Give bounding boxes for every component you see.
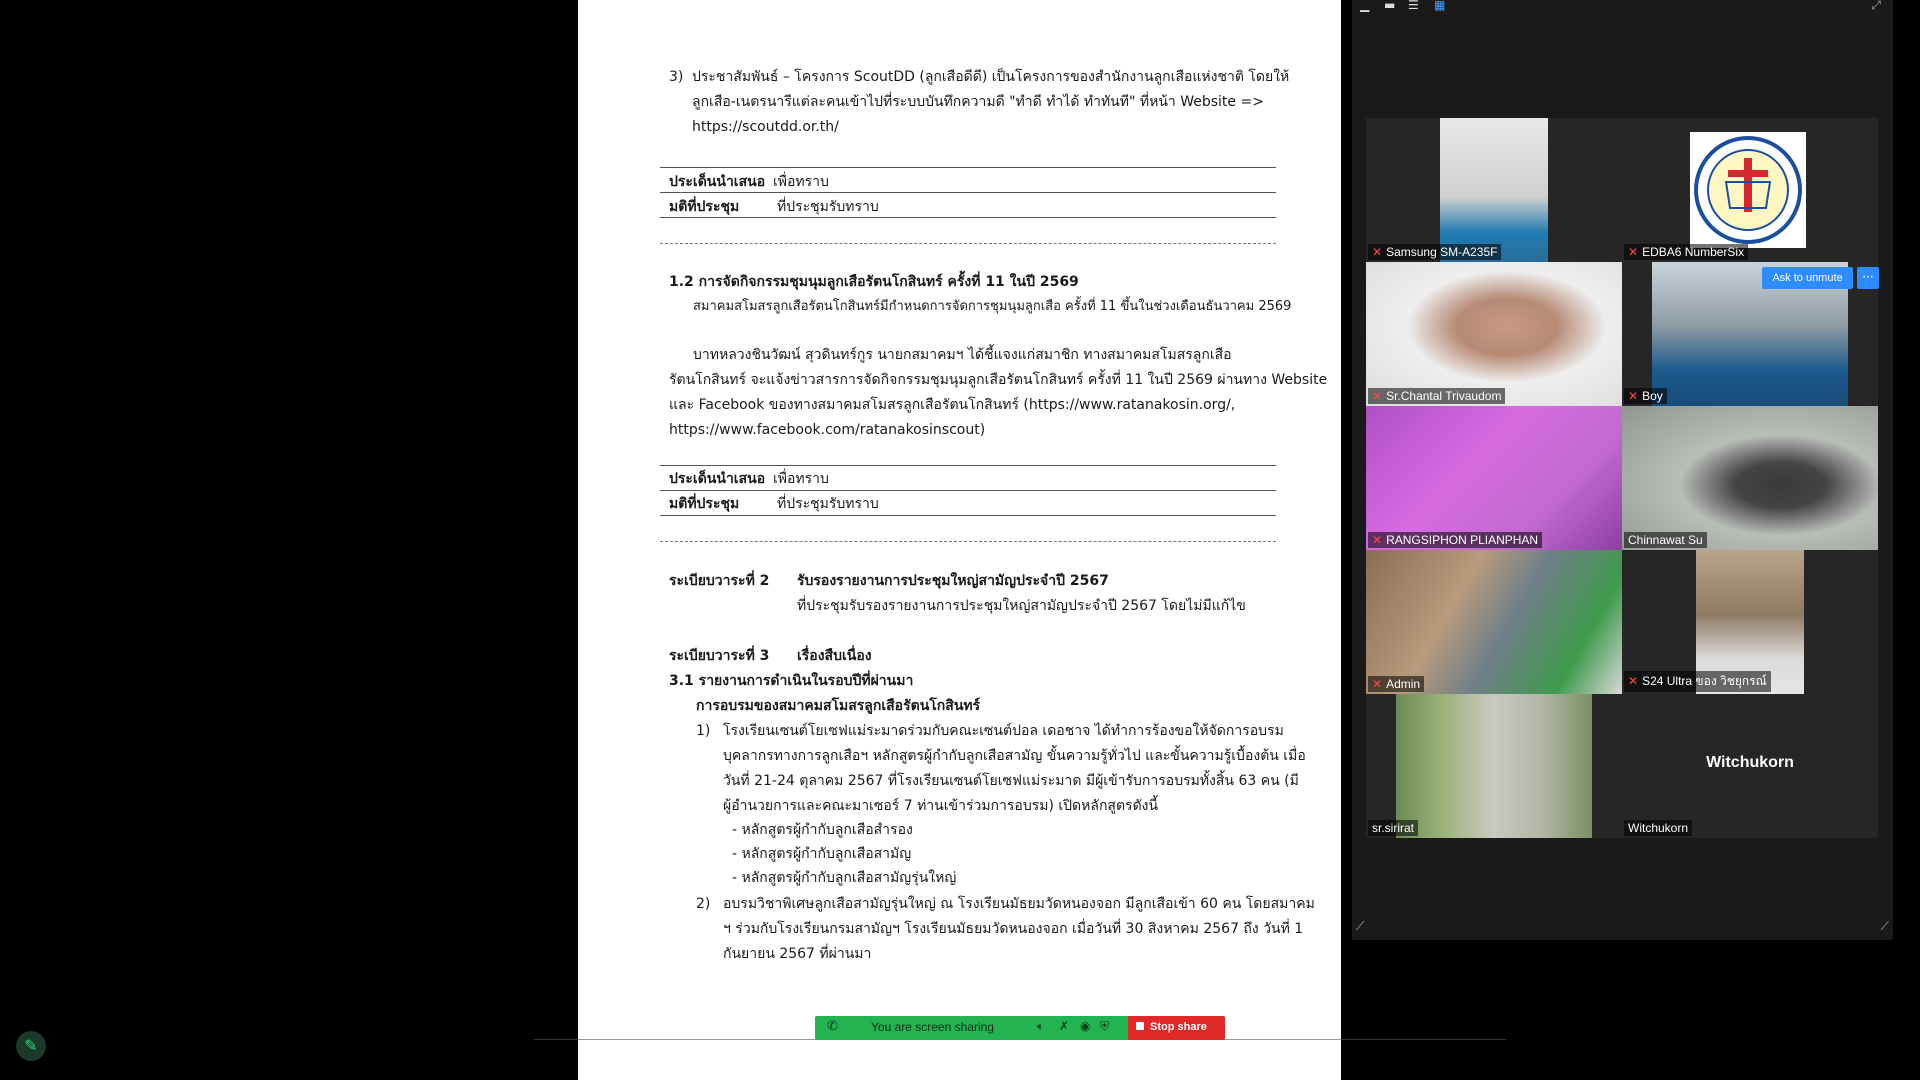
shared-document [578, 0, 1341, 1080]
participant-name: S24 Ultra ของ วิชยุกรณ์ [1642, 674, 1767, 688]
participant-name: Sr.Chantal Trivaudom [1386, 389, 1502, 403]
course-item: - หลักสูตรผู้กำกับลูกเสือสามัญ [732, 846, 912, 862]
more-options-button[interactable]: ··· [1857, 267, 1879, 289]
participant-tile[interactable] [1622, 694, 1878, 838]
doc-text-line: วันที่ 21-24 ตุลาคม 2567 ที่โรงเรียนเซนต์โยเซฟแม่ระมาด มีผู้เข้ารับการอบรมทั้งสิ้น 63 คน (มี [723, 773, 1299, 789]
shield-icon[interactable]: ⛨ [1100, 1019, 1110, 1033]
participant-name: Chinnawat Su [1628, 533, 1703, 547]
mic-muted-icon: ✕ [1628, 245, 1639, 259]
doc-text-line: สมาคมสโมสรลูกเสือรัตนโกสินทร์มีกำหนดการจัดการชุมนุมลูกเสือ ครั้งที่ 11 ขึ้นในช่วงเดือนธันวาคม 2569 [693, 299, 1292, 314]
proposal-label: ประเด็นนำเสนอ [669, 471, 766, 487]
gallery-toolbar [1352, 0, 1893, 14]
doc-text-line: ที่ประชุมรับรองรายงานการประชุมใหญ่สามัญประจำปี 2567 โดยไม่มีแก้ไข [797, 598, 1246, 614]
phone-icon[interactable]: ✆ [827, 1019, 838, 1034]
participant-name-label [1368, 532, 1542, 548]
participant-name-label [1624, 532, 1707, 548]
doc-text-line: กันยายน 2567 ที่ผ่านมา [723, 946, 872, 962]
catholic-education-logo [1690, 132, 1806, 248]
sub-heading: 3.1 รายงานการดำเนินในรอบปีที่ผ่านมา [669, 673, 914, 689]
table-rule [660, 490, 1276, 491]
participant-tile[interactable] [1366, 694, 1622, 838]
participant-name: Boy [1642, 389, 1663, 403]
mic-muted-icon: ✕ [1628, 389, 1639, 403]
filmstrip-view-icon[interactable]: ☰ [1408, 0, 1419, 12]
stop-icon [1136, 1022, 1144, 1030]
doc-text-line: บาทหลวงชินวัฒน์ สุวดินทร์กูร นายกสมาคมฯ ได้ชี้แจงแก่สมาชิก ทางสมาคมสโมสรลูกเสือ [693, 347, 1232, 363]
participant-name: Admin [1386, 677, 1421, 691]
speaker-view-icon[interactable]: ▬ [1384, 0, 1396, 12]
sub-sub-heading: การอบรมของสมาคมสโมสรลูกเสือรัตนโกสินทร์ [696, 698, 981, 714]
agenda-label: ระเบียบวาระที่ 2 [669, 573, 770, 589]
participant-name-label [1368, 676, 1424, 692]
video-feed [1396, 694, 1592, 838]
video-feed [1366, 406, 1622, 550]
agenda-label: ระเบียบวาระที่ 3 [669, 648, 770, 664]
participant-name-label [1368, 388, 1505, 404]
agenda-title: เรื่องสืบเนื่อง [797, 648, 872, 664]
mic-muted-icon: ✕ [1372, 389, 1383, 403]
proposal-label: ประเด็นนำเสนอ [669, 174, 766, 190]
doc-text-line: บุคลากรทางการลูกเสือฯ หลักสูตรผู้กำกับลูกเสือสามัญ ขั้นความรู้ทั่วไป และขั้นความรู้เบื้องต้น เมื่อ [723, 748, 1306, 764]
participant-name: Samsung SM-A235F [1386, 245, 1498, 259]
doc-text-line: https://scoutdd.or.th/ [692, 119, 839, 135]
resize-handle-icon[interactable]: ⟋ [1880, 919, 1889, 933]
table-rule [660, 167, 1276, 168]
video-gallery-panel [1352, 0, 1893, 940]
participant-name-label [1624, 244, 1748, 260]
doc-text-line: ประชาสัมพันธ์ – โครงการ ScoutDD (ลูกเสือดีดี) เป็นโครงการของสำนักงานลูกเสือแห่งชาติ โดยให้ [692, 69, 1290, 85]
mic-muted-icon: ✕ [1372, 677, 1383, 691]
participant-name-label [1368, 820, 1418, 836]
doc-text-line: รัตนโกสินทร์ จะแจ้งข่าวสารการจัดกิจกรรมชุมนุมลูกเสือรัตนโกสินทร์ ครั้งที่ 11 ในปี 2569 ผ่านทาง Website [669, 372, 1328, 388]
logo-image [1690, 132, 1806, 248]
expand-icon[interactable]: ⤢ [1871, 0, 1881, 12]
screen-sharing-bar[interactable] [815, 1016, 1225, 1040]
table-rule [660, 515, 1276, 516]
item-number: 2) [696, 896, 711, 912]
annotate-pen-icon[interactable]: ✎ [16, 1031, 46, 1061]
speaker-icon[interactable]: 🔈︎ [1037, 1019, 1045, 1033]
participant-tile-active-speaker[interactable] [1622, 406, 1878, 550]
mic-muted-icon: ✕ [1372, 533, 1383, 547]
agenda-title: รับรองรายงานการประชุมใหญ่สามัญประจำปี 2567 [797, 573, 1109, 589]
doc-text-line: https://www.facebook.com/ratanakosinscout) [669, 422, 986, 438]
item-number: 1) [696, 723, 711, 739]
stop-share-button[interactable] [1128, 1016, 1225, 1040]
doc-text-line: ผู้อำนวยการและคณะมาเซอร์ 7 ท่านเข้าร่วมการอบรม) เปิดหลักสูตรดังนี้ [723, 798, 1159, 814]
doc-text-line: และ Facebook ของทางสมาคมสโมสรลูกเสือรัตนโกสินทร์ (https://www.ratanakosin.org/, [669, 397, 1236, 413]
table-rule [660, 217, 1276, 218]
resolution-value: ที่ประชุมรับทราบ [777, 496, 879, 512]
participant-tile[interactable] [1366, 550, 1622, 694]
participant-name-label [1624, 820, 1692, 836]
stop-share-label: Stop share [1150, 1021, 1207, 1033]
ask-to-unmute-button[interactable]: Ask to unmute [1762, 267, 1853, 289]
participant-tile[interactable] [1366, 406, 1622, 550]
participant-name-label [1368, 244, 1501, 260]
participant-name-label [1624, 388, 1667, 404]
dashed-divider [660, 541, 1276, 542]
proposal-value: เพื่อทราบ [773, 174, 829, 190]
participant-name: sr.sirirat [1372, 821, 1414, 835]
doc-text-line: อบรมวิชาพิเศษลูกเสือสามัญรุ่นใหญ่ ณ โรงเรียนมัธยมวัดหนองจอก มีลูกเสือเข้า 60 คน โดยสมาคม [723, 896, 1315, 912]
table-rule [660, 192, 1276, 193]
participant-display-name: Witchukorn [1706, 754, 1794, 771]
participant-name: Witchukorn [1628, 821, 1689, 835]
divider [1341, 1039, 1506, 1040]
item-number: 3) [669, 69, 684, 85]
resolution-label: มติที่ประชุม [669, 199, 740, 215]
participant-name: EDBA6 NumberSix [1642, 245, 1745, 259]
gallery-view-icon[interactable]: ▦ [1434, 0, 1446, 12]
participant-tile[interactable] [1366, 262, 1622, 406]
resize-handle-icon[interactable]: ⟋ [1356, 919, 1365, 933]
mic-muted-icon: ✕ [1628, 674, 1639, 688]
camera-icon[interactable]: ◉ [1080, 1019, 1091, 1033]
minimize-icon[interactable]: ▁ [1360, 0, 1370, 12]
divider [534, 1039, 578, 1040]
proposal-value: เพื่อทราบ [773, 471, 829, 487]
video-feed [1366, 262, 1622, 406]
participant-name: RANGSIPHON PLIANPHAN [1386, 533, 1539, 547]
video-feed [1622, 406, 1878, 550]
resolution-label: มติที่ประชุม [669, 496, 740, 512]
course-item: - หลักสูตรผู้กำกับลูกเสือสำรอง [732, 822, 913, 838]
doc-text-line: ฯ ร่วมกับโรงเรียนกรมสามัญฯ โรงเรียนมัธยมวัดหนองจอก เมื่อวันที่ 30 สิงหาคม 2567 ถึง วันที่ 1 [723, 921, 1304, 937]
dashed-divider [660, 243, 1276, 244]
doc-text-line: ลูกเสือ-เนตรนารีแต่ละคนเข้าไปที่ระบบบันทึกความดี "ทำดี ทำได้ ทำทันที" ที่หน้า Website => [692, 94, 1264, 110]
table-rule [660, 465, 1276, 466]
mic-muted-icon: ✕ [1372, 245, 1383, 259]
section-heading: 1.2 การจัดกิจกรรมชุมนุมลูกเสือรัตนโกสินทร์ ครั้งที่ 11 ในปี 2569 [669, 274, 1079, 290]
resolution-value: ที่ประชุมรับทราบ [777, 199, 879, 215]
participant-tile[interactable] [1366, 118, 1622, 262]
mic-muted-icon[interactable]: ✗ [1059, 1019, 1070, 1033]
participant-tile[interactable] [1622, 550, 1878, 694]
participant-name-label [1624, 671, 1771, 692]
doc-text-line: โรงเรียนเซนต์โยเซฟแม่ระมาดร่วมกับคณะเซนต์ปอล เดอชาจ ได้ทำการร้องขอให้จัดการอบรม [723, 723, 1284, 739]
sharing-message: You are screen sharing [871, 1020, 994, 1034]
video-feed [1366, 550, 1622, 694]
course-item: - หลักสูตรผู้กำกับลูกเสือสามัญรุ่นใหญ่ [732, 870, 957, 886]
video-feed [1440, 118, 1548, 262]
participant-tile[interactable] [1622, 118, 1878, 262]
